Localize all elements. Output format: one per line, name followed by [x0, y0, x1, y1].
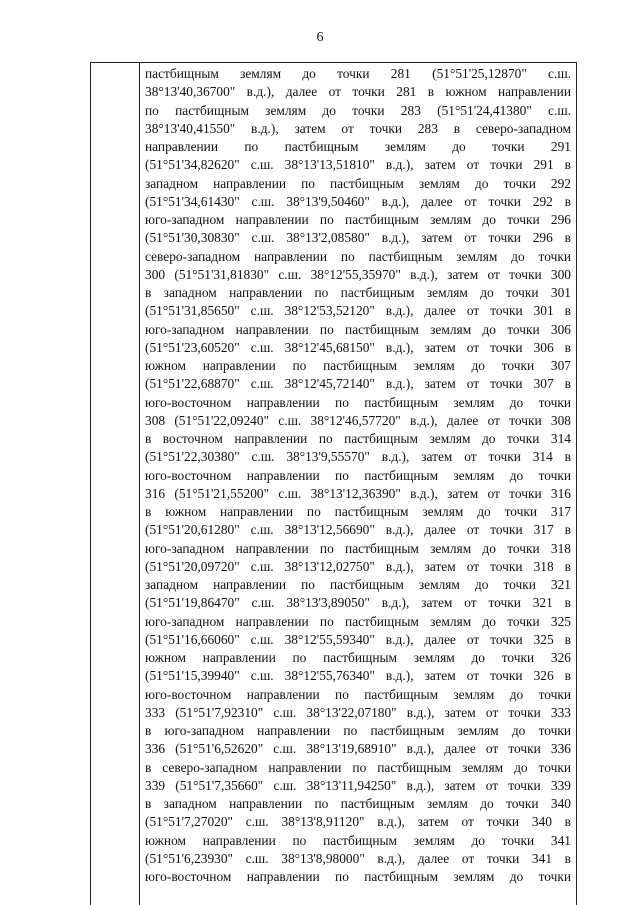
text-line: 38°13'40,36700" в.д.), далее от точки 281 в южном направлении	[145, 84, 571, 100]
text-line: (51°51'15,39940" с.ш. 38°12'55,76340" в.д.), затем от точки 326 в	[145, 668, 571, 684]
text-line: юго-западном направлении по пастбищным землям до точки 306	[145, 321, 571, 337]
text-line: юго-восточном направлении по пастбищным землям до точки	[145, 394, 571, 410]
text-line: в северо-западном направлении по пастбищным землям до точки	[145, 759, 571, 775]
text-line: (51°51'20,09720" с.ш. 38°13'12,02750" в.д.), затем от точки 318 в	[145, 558, 571, 574]
text-line: юго-западном направлении по пастбищным землям до точки 325	[145, 613, 571, 629]
text-line: юго-восточном направлении по пастбищным землям до точки	[145, 467, 571, 483]
text-line: 308 (51°51'22,09240" с.ш. 38°12'46,57720" в.д.), далее от точки 308	[145, 412, 571, 428]
table-text-cell	[145, 65, 571, 886]
text-line: юго-восточном направлении по пастбищным землям до точки	[145, 869, 571, 884]
text-line: западном направлении по пастбищным землям до точки 292	[145, 175, 571, 191]
document-table	[90, 62, 577, 905]
text-line: (51°51'34,82620" с.ш. 38°13'13,51810" в.д.), затем от точки 291 в	[145, 157, 571, 173]
text-line: (51°51'31,85650" с.ш. 38°12'53,52120" в.д.), далее от точки 301 в	[145, 303, 571, 319]
text-line: (51°51'30,30830" с.ш. 38°13'2,08580" в.д.), затем от точки 296 в	[145, 230, 571, 246]
text-line: юго-западном направлении по пастбищным землям до точки 318	[145, 540, 571, 556]
text-line: в восточном направлении по пастбищным землям до точки 314	[145, 431, 571, 446]
text-line: (51°51'7,27020" с.ш. 38°13'8,91120" в.д.), затем от точки 340 в	[145, 814, 571, 830]
text-line: 316 (51°51'21,55200" с.ш. 38°13'12,36390" в.д.), затем от точки 316	[145, 485, 571, 501]
text-line: (51°51'34,61430" с.ш. 38°13'9,50460" в.д.), далее от точки 292 в	[145, 193, 571, 209]
text-line: 339 (51°51'7,35660" с.ш. 38°13'11,94250" в.д.), затем от точки 339	[145, 777, 571, 793]
text-line: 333 (51°51'7,92310" с.ш. 38°13'22,07180" в.д.), затем от точки 333	[145, 704, 571, 720]
text-line: (51°51'16,66060" с.ш. 38°12'55,59340" в.д.), далее от точки 325 в	[145, 631, 571, 647]
text-line: южном направлении по пастбищным землям до точки 341	[145, 832, 571, 848]
text-line: (51°51'19,86470" с.ш. 38°13'3,89050" в.д.), затем от точки 321 в	[145, 595, 571, 611]
text-line: пастбищным землям до точки 281 (51°51'25,12870" с.ш.	[145, 66, 571, 81]
text-line: (51°51'23,60520" с.ш. 38°12'45,68150" в.д.), затем от точки 306 в	[145, 339, 571, 355]
text-line: (51°51'20,61280" с.ш. 38°13'12,56690" в.д.), далее от точки 317 в	[145, 522, 571, 538]
text-line: южном направлении по пастбищным землям до точки 326	[145, 650, 571, 665]
column-divider	[139, 63, 140, 905]
text-line: в южном направлении по пастбищным землям до точки 317	[145, 504, 571, 519]
text-line: 300 (51°51'31,81830" с.ш. 38°12'55,35970" в.д.), затем от точки 300	[145, 266, 571, 282]
text-line: юго-восточном направлении по пастбищным землям до точки	[145, 686, 571, 702]
text-line: по пастбищным землям до точки 283 (51°51'24,41380" с.ш.	[145, 102, 571, 118]
text-line: северо-западном направлении по пастбищным землям до точки	[145, 248, 571, 264]
text-line: в западном направлении по пастбищным землям до точки 301	[145, 285, 571, 300]
text-line: (51°51'22,68870" с.ш. 38°12'45,72140" в.д.), затем от точки 307 в	[145, 376, 571, 392]
text-line: 38°13'40,41550" в.д.), затем от точки 283 в северо-западном	[145, 120, 571, 136]
text-line: 336 (51°51'6,52620" с.ш. 38°13'19,68910" в.д.), далее от точки 336	[145, 741, 571, 757]
text-line: направлении по пастбищным землям до точки 291	[145, 139, 571, 154]
page-number: 6	[316, 30, 324, 45]
text-line: южном направлении по пастбищным землям до точки 307	[145, 358, 571, 373]
text-line: (51°51'6,23930" с.ш. 38°13'8,98000" в.д.), далее от точки 341 в	[145, 850, 571, 866]
text-line: юго-западном направлении по пастбищным землям до точки 296	[145, 212, 571, 227]
text-line: (51°51'22,30380" с.ш. 38°13'9,55570" в.д.), затем от точки 314 в	[145, 449, 571, 465]
text-line: западном направлении по пастбищным землям до точки 321	[145, 577, 571, 592]
text-line: в юго-западном направлении по пастбищным землям до точки	[145, 723, 571, 738]
text-line: в западном направлении по пастбищным землям до точки 340	[145, 796, 571, 811]
